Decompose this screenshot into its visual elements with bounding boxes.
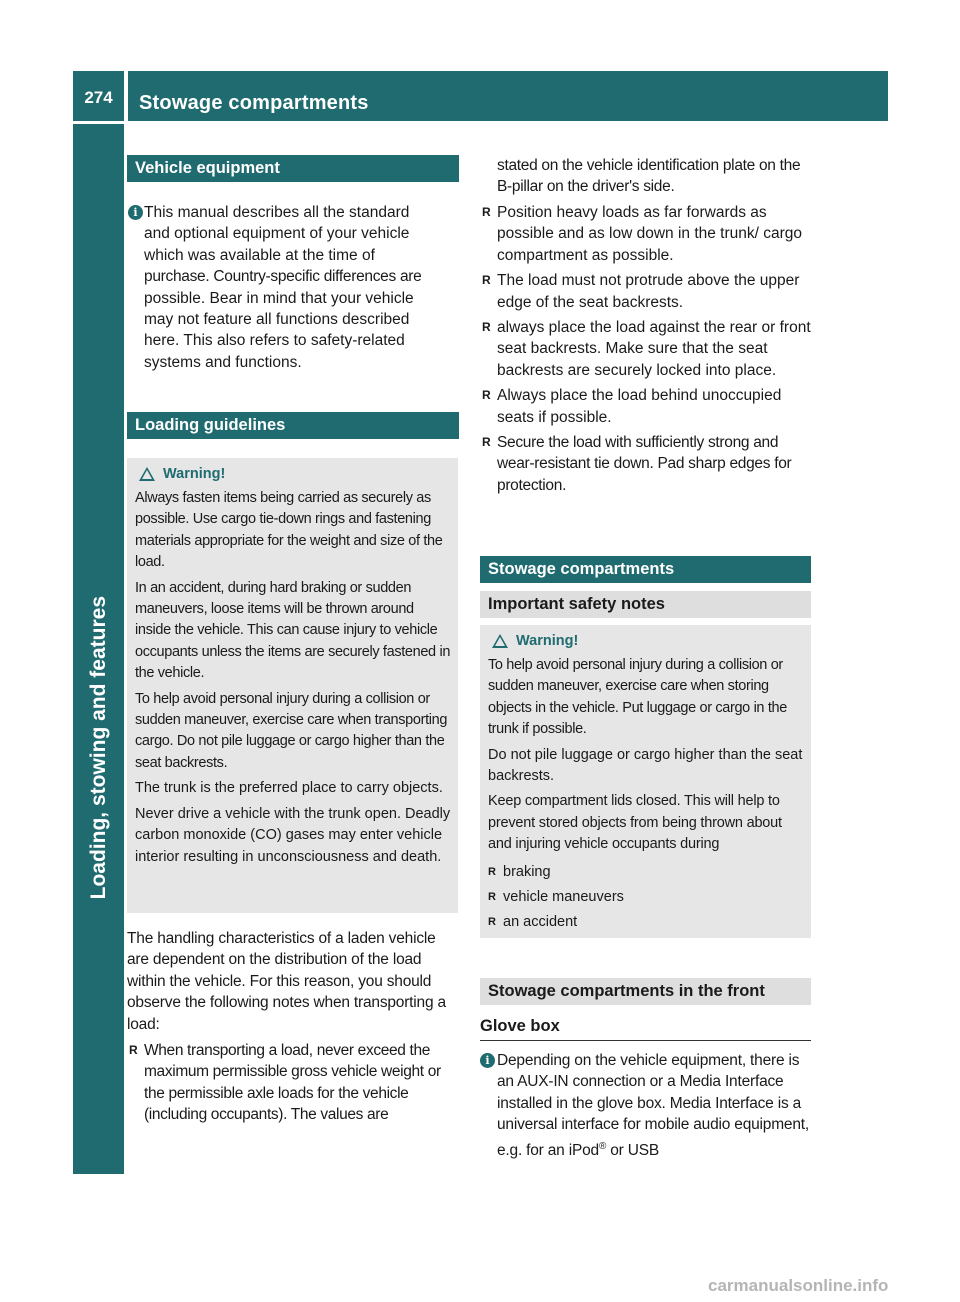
list-item: R vehicle maneuvers xyxy=(488,887,805,908)
stowage-warning-box xyxy=(480,625,811,938)
loading-bullets-continued xyxy=(480,202,814,500)
info-icon: i xyxy=(480,1053,495,1068)
warning-header: Warning! xyxy=(490,631,805,651)
warning-paragraph: In an accident, during hard braking or sudden maneuvers, loose items will be thrown around inside the vehicle. This can cause injury to vehicle occupants unless the items are securely fastened in the vehicle. xyxy=(135,579,451,682)
warning-triangle-icon xyxy=(492,634,508,648)
loading-body-text: The handling characteristics of a laden vehicle are dependent on the distribution of the load within the vehicle. For this reason, you should observe the following notes when transporting a load: xyxy=(127,930,446,1033)
warning-paragraph: Do not pile luggage or cargo higher than the seat backrests. xyxy=(488,746,803,785)
loading-bullets xyxy=(127,1040,461,1130)
glove-box-info: Depending on the vehicle equipment, there is an AUX-IN connection or a Media Interface installed in the glove box. Media Interface is a universal interface for mobile audio equipment, e.g. for an iPod® or USB xyxy=(497,1052,809,1159)
vehicle-equipment-info: This manual describes all the standard and optional equipment of your vehicle which was available at the time of purchase. Country-specific differences are possible. Bear in mind that your vehicle may not feature all functions described here. This also refers to safety-related systems and functions. xyxy=(144,204,422,371)
list-item: R always place the load against the rear or front seat backrests. Make sure that the seat backrests are securely locked into place. xyxy=(480,317,814,381)
list-item: R Position heavy loads as far forwards as possible and as low down in the trunk/ cargo compartment as possible. xyxy=(480,202,814,266)
list-item: R Always place the load behind unoccupied seats if possible. xyxy=(480,385,814,428)
warning-paragraph: Keep compartment lids closed. This will help to prevent stored objects from being thrown about and injuring vehicle occupants during xyxy=(488,793,782,853)
warning-paragraph: To help avoid personal injury during a collision or sudden maneuver, exercise care when storing objects in the vehicle. Put luggage or cargo in the trunk if possible. xyxy=(488,657,787,738)
warning-triangle-icon xyxy=(139,467,155,481)
continuation-text: stated on the vehicle identification plate on the B-pillar on the driver's side. xyxy=(497,157,801,196)
section-heading-stowage-compartments: Stowage compartments xyxy=(480,556,811,583)
list-item: R When transporting a load, never exceed the maximum permissible gross vehicle weight or the permissible axle loads for the vehicle (including occupants). The values are xyxy=(127,1040,461,1126)
section-heading-vehicle-equipment: Vehicle equipment xyxy=(127,155,459,182)
info-icon: i xyxy=(128,205,143,220)
list-item: R Secure the load with sufficiently strong and wear-resistant tie down. Pad sharp edges for protection. xyxy=(480,432,814,496)
watermark: carmanualsonline.info xyxy=(708,1276,889,1295)
warning-header: Warning! xyxy=(137,464,452,484)
warning-paragraph: The trunk is the preferred place to carry objects. xyxy=(135,780,443,797)
page-title: Stowage compartments xyxy=(128,71,888,121)
glove-box-heading: Glove box xyxy=(480,1017,811,1041)
page-number: 274 xyxy=(73,71,124,121)
list-item: R braking xyxy=(488,862,805,883)
warning-paragraph: Always fasten items being carried as securely as possible. Use cargo tie-down rings and fastening materials appropriate for the weight and size of the load. xyxy=(135,490,443,571)
section-heading-loading-guidelines: Loading guidelines xyxy=(127,412,459,439)
warning-paragraph: Never drive a vehicle with the trunk open. Deadly carbon monoxide (CO) gases may enter vehicle interior resulting in unconsciousness and death. xyxy=(135,805,451,865)
loading-warning-box xyxy=(127,458,458,913)
list-item: R The load must not protrude above the upper edge of the seat backrests. xyxy=(480,270,814,313)
side-tab-label: Loading, stowing and features xyxy=(87,596,110,900)
subheading-important-safety-notes: Important safety notes xyxy=(480,591,811,618)
warning-paragraph: To help avoid personal injury during a collision or sudden maneuver, exercise care when transporting cargo. Do not pile luggage or cargo higher than the seat backrests. xyxy=(135,690,448,771)
subheading-stowage-front: Stowage compartments in the front xyxy=(480,978,811,1005)
warning-bullets xyxy=(488,862,805,934)
list-item: R an accident xyxy=(488,912,805,933)
